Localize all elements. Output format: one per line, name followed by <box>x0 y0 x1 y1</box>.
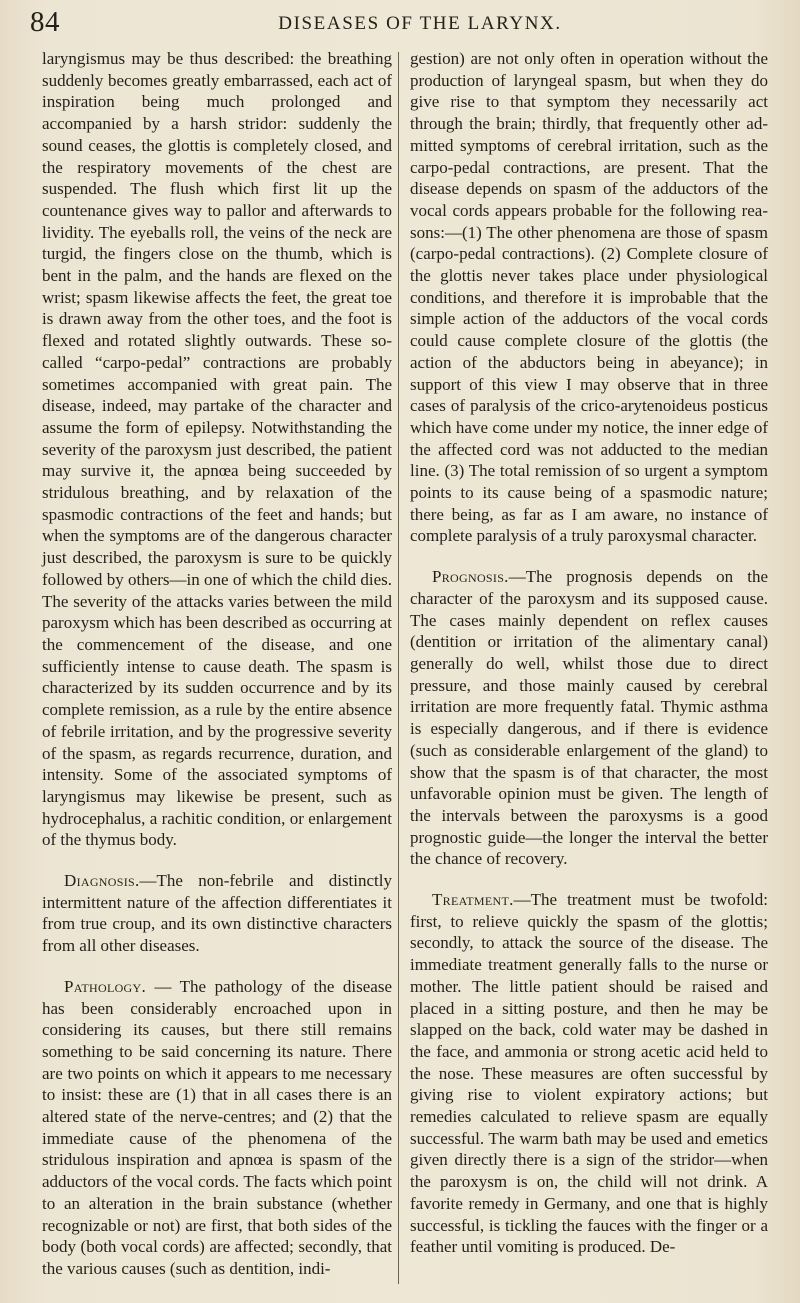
prognosis-text: —The prognosis depends on the character of the paroxysm and its supposed cause. The cases mainly dependent on reflex causes (dentition or irritation of the alimentary canal) generally do well, whilst those due to direct pressure, and those mainly caused by cerebral irritation are more frequently fatal. Thymic asthma is especially dangerous, and if there is evidence (such as considerable enlargement of the gland) to show that the spasm is of that character, the most unfavorable opinion must be given. The length of the intervals between the paroxysms is a good prognostic guide—the longer the interval the better the chance of recovery. <box>410 567 768 869</box>
paragraph-laryngismus-description: laryngismus may be thus described: the breathing suddenly becomes greatly embarrassed, each act of inspiration being much prolonged and accompanied by a harsh stridor: suddenly the sound ceases, the glottis is completely closed, and the respiratory movements of the chest are suspended. The flush which first lit up the countenance gives way to pallor and afterwards to lividity. The eyeballs roll, the veins of the neck are turgid, the fingers close on the thumb, which is bent in the palm, and the hands are flexed on the wrist; spasm likewise affects the feet, the great toe is drawn away from the other toes, and the foot is flexed and rotated slightly outwards. These so-called “carpo-pedal” contractions are probably sometimes accompanied with great pain. The disease, indeed, may partake of the character and assume the form of epilepsy. Notwithstanding the severity of the paroxysm just described, the patient may survive it, the apnœa being succeeded by stridulous breathing, and by relaxation of the spasmodic contractions of the feet and hands; but when the symptoms are of the dangerous character just described, the paroxysm is sure to be quickly followed by others—in one of which the child dies. The severity of the attacks varies between the mild paroxysm which has been described as occurring at the commencement of the disease, and one sufficiently intense to cause death. The spasm is characterized by its sudden occurrence and by its complete remission, as a rule by the entire absence of febrile irritation, and by the progressive severity of the spasm, as regards recurrence, duration, and intensity. Some of the associated symptoms of laryngismus may likewise be present, such as hydrocephalus, a rachitic condition, or enlargement of the thymus body. <box>42 49 392 850</box>
left-column <box>42 48 392 1280</box>
pathology-text: — The pathology of the disease has been considerably encroached upon in considering its causes, but there still remains something to be said concerning its nature. There are two points on which it appears to me necessary to insist: these are (1) that in all cases there is an altered state of the nerve-centres; and (2) that the immediate cause of the phenomena of the stridulous inspiration and apnœa is spasm of the adductors of the vocal cords. The facts which point to an alteration in the brain substance (whether recognizable or not) are first, that both sides of the body (both vocal cords) are affected; secondly, that the various causes (such as dentition, indi- <box>42 976 392 1278</box>
page-number: 84 <box>30 6 60 38</box>
treatment-text: —The treatment must be twofold: first, to relieve quickly the spasm of the glottis; secondly, to attack the source of the disease. The immediate treatment generally falls to the nurse or mother. The little patient should be raised and placed in a sitting posture, and then he may be slapped on the back, cold water may be dashed in the face, and ammonia or strong acetic acid held to the nose. These measures are often successful by giving rise to violent expiratory actions; but remedies calculated to relieve spasm are equally successful. The warm bath may be used and emetics given directly there is a sign of the stridor—when the paroxysm is on, the child will not drink. A favorite remedy in Germany, and one that is highly successful, is tickling the fauces with the finger or a feather until vomiting is produced. De- <box>410 890 768 1257</box>
column-divider <box>398 52 399 1284</box>
prognosis-heading: Prognosis. <box>432 567 509 587</box>
diagnosis-text: —The non-febrile and distinctly intermittent nature of the affection differentiates it from true croup, and its own distinctive characters from all other diseases. <box>42 871 392 956</box>
paragraph-prognosis <box>410 566 768 870</box>
diagnosis-heading: Diagnosis. <box>64 871 140 891</box>
running-title: DISEASES OF THE LARYNX. <box>278 13 562 34</box>
paragraph-pathology <box>42 976 392 1280</box>
pathology-heading: Pathology. <box>64 976 147 996</box>
paragraph-treatment <box>410 889 768 1258</box>
right-column <box>410 48 768 1258</box>
paragraph-diagnosis <box>42 870 392 957</box>
treatment-heading: Treatment. <box>432 890 514 910</box>
paragraph-pathology-continued: gestion) are not only often in operation without the production of laryngeal spasm, but when they do give rise to that symptom they necessarily act through the brain; thirdly, that frequently other admitted symptoms of cerebral irritation, such as the carpo-pedal contractions, are present. That the disease depends on spasm of the adductors of the vocal cords appears probable for the following reasons:—(1) The other phenomena are those of spasm (carpo-pedal contractions). (2) Complete closure of the glottis never takes place under physiological conditions, and therefore it is improbable that the simple action of the adductors of the vocal cords could cause complete closure of the glottis (the action of the abductors being in abeyance); in support of this view I may observe that in three cases of paralysis of the crico-arytenoideus posticus which have come under my notice, the inner edge of the affected cord was not adducted to the median line. (3) The total remission of so urgent a symptom points to its cause being of a spasmodic nature; there being, as far as I am aware, no instance of complete paralysis of a truly paroxysmal character. <box>410 49 768 546</box>
